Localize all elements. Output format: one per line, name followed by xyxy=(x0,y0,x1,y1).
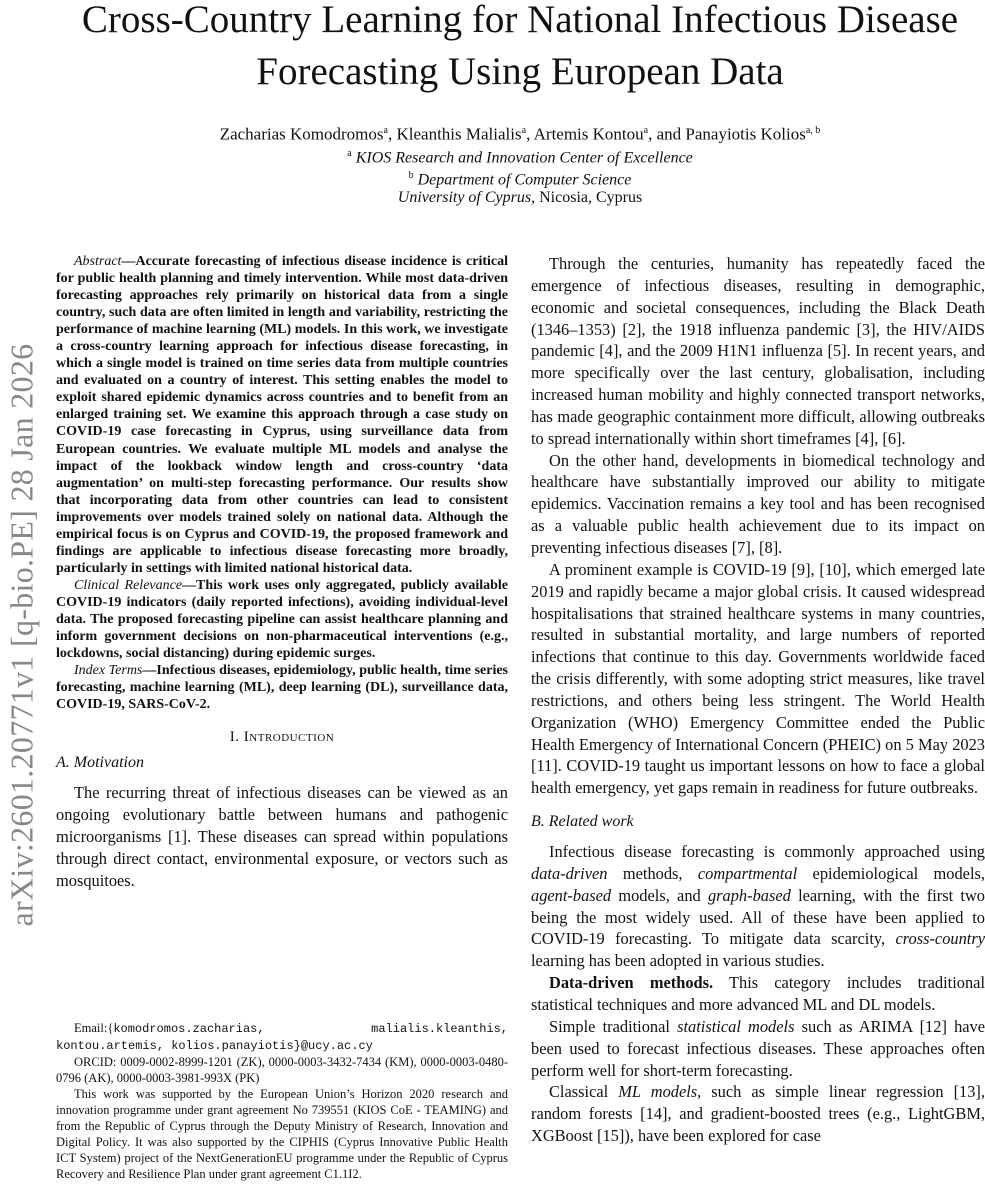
footnote-orcid: ORCID: 0009-0002-8999-1201 (ZK), 0000-0003-3432-7434 (KM), 0000-0003-0480-0796 (AK), 0000-0003-3981-993X (PK) xyxy=(56,1055,508,1085)
author-name: Artemis Kontou xyxy=(533,124,644,144)
author-name: Kleanthis Malialis xyxy=(396,124,522,144)
affiliation-a: $^a$ KIOS Research and Innovation Center of Excellence xyxy=(347,148,693,167)
related-work-paragraph: Infectious disease forecasting is commonly approached using data-driven methods, compartmental epidemiological models, agent-based models, and graph-based learning, with the first two being the most widely used. All of these have been applied to COVID-19 forecasting. To mitigate data scarcity, cross-country learning has been adopted in various studies. xyxy=(531,842,985,971)
affiliation-b: $^b$ Department of Computer Science xyxy=(408,170,632,189)
index-terms: Index Terms—Infectious diseases, epidemiology, public health, time series forecasting, machine learning (ML), deep learning (DL), surveillance data, COVID-19, SARS-CoV-2. xyxy=(56,663,508,713)
statistical-models-paragraph: Simple traditional statistical models such as ARIMA [12] have been used to forecast infectious diseases. These approaches often perform well for short-term forecasting. xyxy=(531,1016,985,1080)
abstract: Abstract—Accurate forecasting of infectious disease incidence is critical for public health planning and timely intervention. While most data-driven forecasting approaches rely primarily on historical data from a single country, such data are often limited in length and variability, restricting the performance of machine learning (ML) models. In this work, we investigate a cross-country learning approach for infectious disease forecasting, in which a single model is trained on time series data from multiple countries and evaluated on a country of interest. This setting enables the model to exploit shared epidemic dynamics across countries and to benefit from an enlarged training set. We examine this approach through a case study on COVID-19 case forecasting in Cyprus, using surveillance data from European countries. We evaluate multiple ML models and analyse the impact of the lookback window length and cross-country ‘data augmentation’ on multi-step forecasting performance. Our results show that incorporating data from other countries can lead to consistent improvements over models trained solely on national data. Although the empirical focus is on Cyprus and COVID-19, the proposed framework and findings are applicable to infectious disease forecasting more broadly, particularly in settings with limited national historical data. xyxy=(56,254,508,576)
author-affiliation-mark: a, b xyxy=(805,125,821,136)
subsection-heading-related-work: B. Related work xyxy=(531,813,634,831)
ml-models-paragraph: Classical ML models, such as simple linear regression [13], random forests [14], and gradient-boosted trees (e.g., LightGBM, XGBoost [15]), have been explored for case xyxy=(531,1082,985,1146)
subsection-heading-motivation: A. Motivation xyxy=(56,754,144,772)
clinical-relevance: Clinical Relevance—This work uses only aggregated, publicly available COVID-19 indicators (daily reported infections), avoiding individual-level data. The proposed forecasting pipeline can assist healthcare planning and inform government decisions on non-pharmaceutical interventions (e.g., lockdowns, social distancing) during epidemic surges. xyxy=(56,577,508,662)
right-column xyxy=(531,253,985,1147)
author-affiliation-mark: a xyxy=(521,125,527,136)
left-column xyxy=(56,253,508,892)
intro-paragraph: Through the centuries, humanity has repeatedly faced the emergence of infectious diseases, resulting in demographic, economic and societal consequences, including the Black Death (1346–1353) [2], the 1918 influenza pandemic [3], the HIV/AIDS pandemic [4], and the 2009 H1N1 influenza [5]. In recent years, and more specifically over the last century, globalisation, including increased human mobility and highly connected transport networks, has made geographic containment more difficult, allowing outbreaks to spread internationally within short timeframes [4], [6]. xyxy=(531,254,985,448)
paper-title: Cross-Country Learning for National Infectious Disease Forecasting Using European Data xyxy=(81,0,959,93)
data-driven-paragraph: Data-driven methods. This category includes traditional statistical techniques and more advanced ML and DL models. xyxy=(531,973,985,1014)
motivation-paragraph: The recurring threat of infectious diseases can be viewed as an ongoing evolutionary battle between humans and pathogenic microorganisms [1]. These diseases can spread within populations through direct contact, environmental exposure, or vectors such as mosquitoes. xyxy=(56,783,508,890)
intro-paragraph: On the other hand, developments in biomedical technology and healthcare have substantially improved our ability to mitigate epidemics. Vaccination remains a key tool and has been recognised as a valuable public health achievement due to its impact on preventing infectious diseases [7], [8]. xyxy=(531,450,985,557)
author-affiliation-mark: a xyxy=(643,125,649,136)
affiliation-university: University of Cyprus, Nicosia, Cyprus xyxy=(397,189,643,206)
arxiv-stamp xyxy=(0,285,44,985)
section-heading: I. Introduction xyxy=(229,729,335,746)
footnote-email: Email:{komodromos.zacharias, malialis.kleanthis, kontou.artemis, kolios.panayiotis}@ucy.ac.cy xyxy=(56,1021,508,1053)
author-name: Panayiotis Kolios xyxy=(685,124,806,144)
footnote-funding: This work was supported by the European Union’s Horizon 2020 research and innovation programme under grant agreement No 739551 (KIOS CoE - TEAMING) and from the Republic of Cyprus through the Deputy Ministry of Research, Innovation and Digital Policy. It was also supported by the CIPHIS (Cyprus Innovative Public Health ICT System) project of the NextGenerationEU programme under the Republic of Cyprus Recovery and Resilience Plan under grant agreement C1.1I2. xyxy=(56,1087,508,1181)
author-name: Zacharias Komodromos xyxy=(219,124,384,144)
author-list: Zacharias Komodromos$^a$, Kleanthis Malialis$^a$, Artemis Kontou$^a$, and Panayiotis Kolios$^{a, b}$ xyxy=(219,124,821,144)
intro-paragraph: A prominent example is COVID-19 [9], [10], which emerged late 2019 and rapidly became a major global crisis. It caused widespread hospitalisations that strained healthcare systems in many countries, resulted in substantial mortality, and large numbers of reported infections that continue to this day. Governments worldwide faced the crisis differently, with some adopting strict measures, like travel restrictions, and others being less stringent. The World Health Organization (WHO) Emergency Committee ended the Public Health Emergency of International Concern (PHEIC) on 5 May 2023 [11]. COVID-19 taught us important lessons on how to face a global health emergency, yet gaps remain in readiness for future outbreaks. xyxy=(531,559,985,798)
author-affiliation-mark: a xyxy=(383,125,388,136)
arxiv-identifier: arXiv:2601.20771v1 [q-bio.PE] 28 Jan 2026 xyxy=(3,343,40,927)
footnote xyxy=(56,1020,508,1182)
